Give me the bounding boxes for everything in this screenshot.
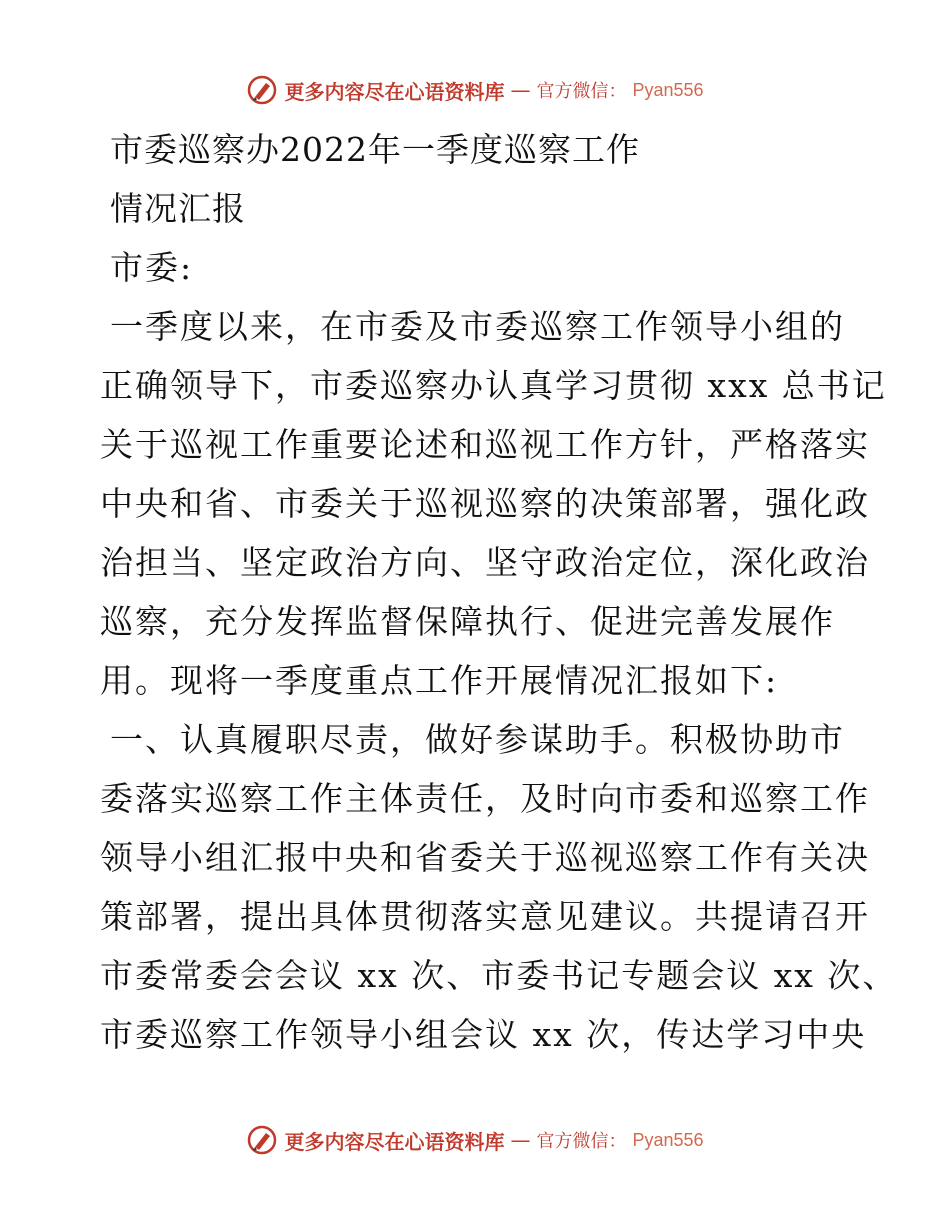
banner-dash: —	[510, 1128, 531, 1152]
paragraph-line: 中央和省、市委关于巡视巡察的决策部署，强化政	[100, 484, 870, 523]
banner-dash: —	[510, 78, 531, 102]
banner-wechat-id: Pyan556	[632, 1129, 704, 1150]
paragraph-line: 市委巡察工作领导小组会议 xx 次，传达学习中央	[100, 1015, 867, 1054]
paragraph-line: 委落实巡察工作主体责任，及时向市委和巡察工作	[100, 779, 870, 818]
paragraph-line: 关于巡视工作重要论述和巡视工作方针，严格落实	[100, 425, 870, 464]
paragraph-1	[100, 297, 887, 710]
footer-banner	[0, 1120, 950, 1160]
paragraph-line: 正确领导下，市委巡察办认真学习贯彻 xxx 总书记	[100, 366, 887, 405]
pen-logo-icon	[246, 74, 278, 106]
paragraph-line: 用。现将一季度重点工作开展情况汇报如下:	[100, 661, 779, 700]
banner-wechat-id: Pyan556	[632, 79, 704, 100]
paragraph-line: 巡察，充分发挥监督保障执行、促进完善发展作	[100, 602, 835, 641]
paragraph-line: 市委常委会会议 xx 次、市委书记专题会议 xx 次、	[100, 956, 898, 995]
paragraph-line: 策部署，提出具体贯彻落实意见建议。共提请召开	[100, 897, 870, 936]
title-line-2: 情况汇报	[110, 189, 246, 228]
banner-sub-text: 官方微信：	[536, 81, 627, 102]
document-body	[100, 120, 898, 1064]
title-line-1: 市委巡察办2022年一季度巡察工作	[110, 130, 640, 169]
banner-main-text: 更多内容尽在心语资料库	[284, 79, 505, 104]
paragraph-line: 一季度以来，在市委及市委巡察工作领导小组的	[110, 307, 845, 346]
header-banner	[0, 70, 950, 110]
salutation: 市委:	[110, 248, 194, 287]
paragraph-2	[100, 710, 898, 1064]
paragraph-line: 领导小组汇报中央和省委关于巡视巡察工作有关决	[100, 838, 870, 877]
banner-sub-text: 官方微信：	[536, 1131, 627, 1152]
paragraph-line: 治担当、坚定政治方向、坚守政治定位，深化政治	[100, 543, 870, 582]
pen-logo-icon	[246, 1124, 278, 1156]
banner-main-text: 更多内容尽在心语资料库	[284, 1129, 505, 1154]
paragraph-line: 一、认真履职尽责，做好参谋助手。积极协助市	[110, 720, 845, 759]
